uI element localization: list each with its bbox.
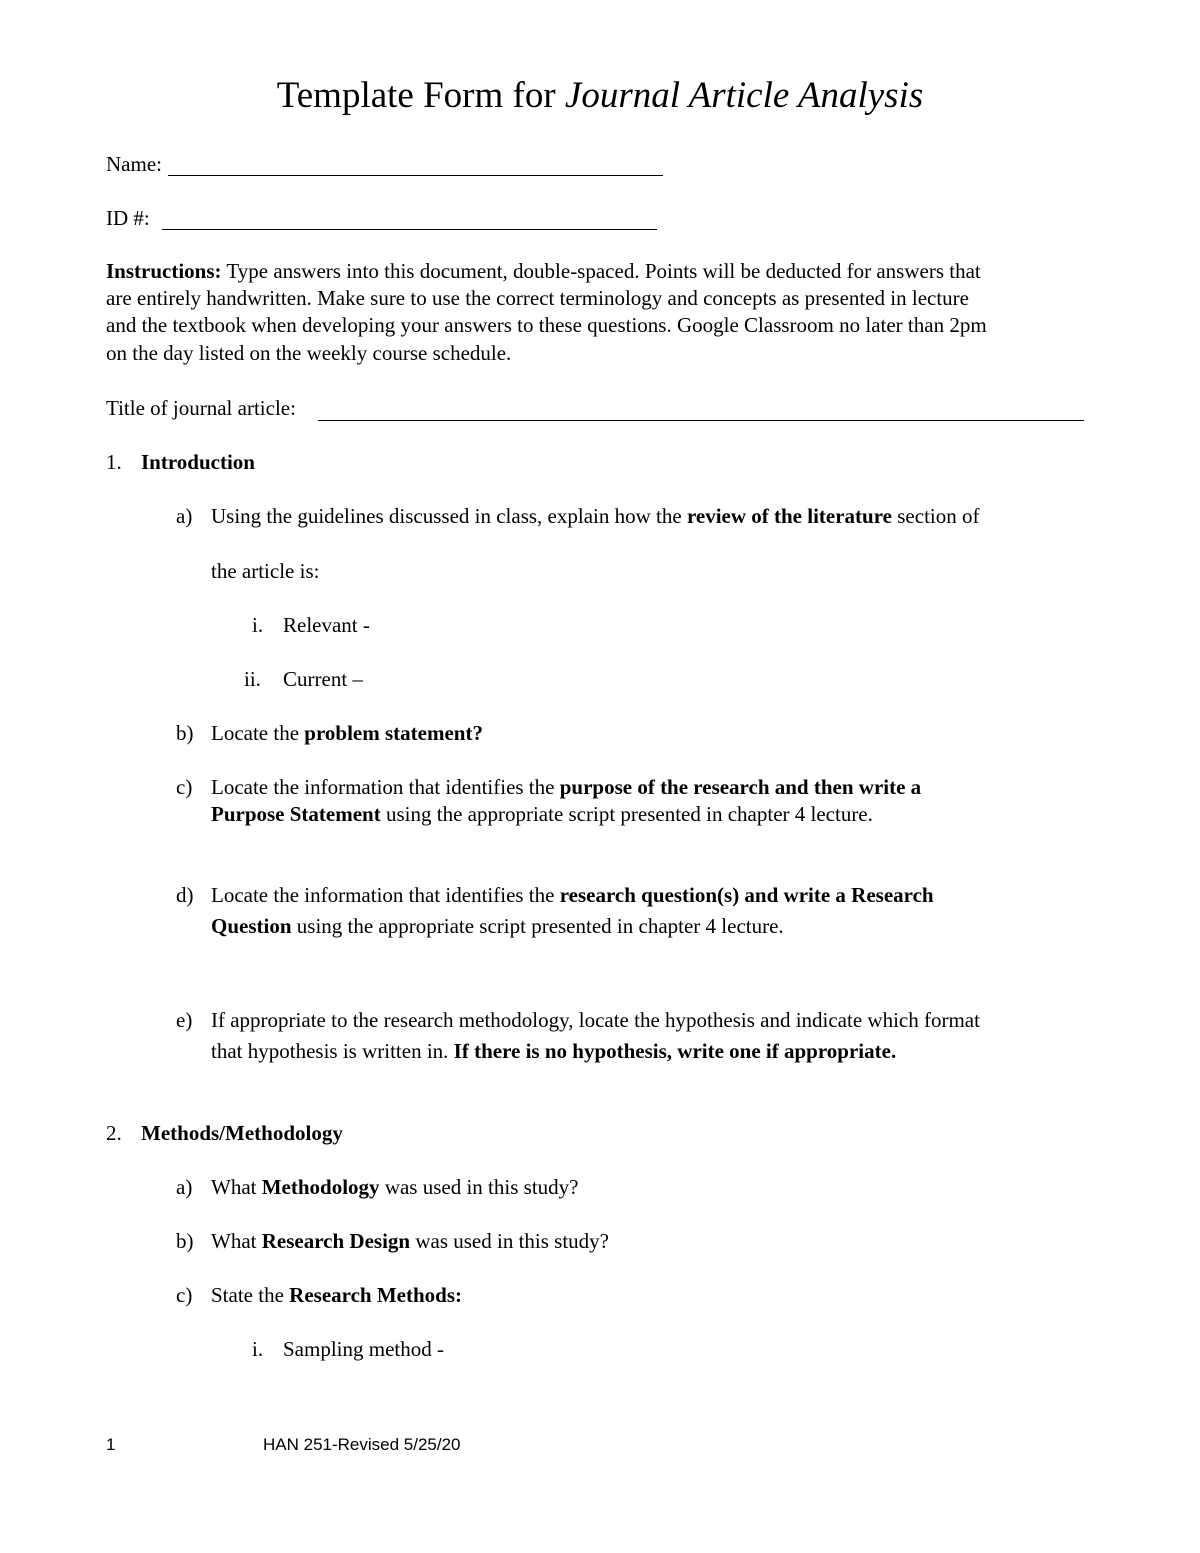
- section-1-number: 1.: [106, 450, 122, 474]
- footer-page-number: 1: [106, 1435, 116, 1454]
- instructions-block: [106, 258, 1106, 367]
- id-field-line[interactable]: [162, 229, 657, 230]
- item-2c-i-marker: i.: [252, 1337, 264, 1361]
- item-1a-marker: a): [176, 504, 193, 528]
- item-2a-marker: a): [176, 1175, 193, 1199]
- item-2c-text: State the Research Methods:: [211, 1283, 462, 1307]
- name-field-line[interactable]: [168, 175, 663, 176]
- item-1a-text: Using the guidelines discussed in class, explain how the review of the literature section of: [211, 504, 980, 528]
- item-2b-text: What Research Design was used in this study?: [211, 1229, 609, 1253]
- title-italic: Journal Article Analysis: [564, 75, 924, 116]
- section-2-heading: Methods/Methodology: [141, 1121, 343, 1145]
- instructions-label: Instructions:: [106, 259, 222, 283]
- title-plain: Template Form for: [276, 75, 565, 116]
- item-1c-line-2: Purpose Statement using the appropriate script presented in chapter 4 lecture.: [211, 802, 873, 826]
- item-1b-text: Locate the problem statement?: [211, 721, 483, 745]
- item-2c-i-text: Sampling method -: [283, 1337, 444, 1361]
- item-1a-ii-marker: ii.: [244, 667, 261, 691]
- document-title: [0, 72, 1200, 120]
- item-2c-marker: c): [176, 1283, 193, 1307]
- name-label: Name:: [106, 152, 162, 176]
- article-title-label: Title of journal article:: [106, 396, 296, 420]
- item-1a-i-marker: i.: [252, 613, 264, 637]
- article-title-field-line[interactable]: [318, 420, 1084, 421]
- item-2b-marker: b): [176, 1229, 194, 1253]
- item-1a-i-text: Relevant -: [283, 613, 370, 637]
- item-1a-ii-text: Current –: [283, 667, 363, 691]
- item-2a-text: What Methodology was used in this study?: [211, 1175, 579, 1199]
- section-2-number: 2.: [106, 1121, 122, 1145]
- item-1c-marker: c): [176, 775, 193, 799]
- instructions-line-3: and the textbook when developing your answers to these questions. Google Classroom no later than 2pm: [106, 313, 987, 338]
- item-1e-line-1: If appropriate to the research methodology, locate the hypothesis and indicate which format: [211, 1008, 980, 1032]
- item-1b-marker: b): [176, 721, 194, 745]
- item-1c-line-1: Locate the information that identifies the purpose of the research and then write a: [211, 775, 922, 799]
- id-label: ID #:: [106, 206, 150, 230]
- instructions-line-2: are entirely handwritten. Make sure to use the correct terminology and concepts as presented in lecture: [106, 286, 969, 311]
- item-1d-line-2: Question using the appropriate script presented in chapter 4 lecture.: [211, 914, 784, 938]
- item-1e-marker: e): [176, 1008, 193, 1032]
- item-1a-continuation: the article is:: [211, 559, 320, 583]
- footer-course-revision: HAN 251-Revised 5/25/20: [263, 1435, 461, 1454]
- item-1d-marker: d): [176, 883, 194, 907]
- instructions-line-4: on the day listed on the weekly course schedule.: [106, 340, 512, 365]
- section-1-heading: Introduction: [141, 450, 255, 474]
- instructions-line-1: Type answers into this document, double-spaced. Points will be deducted for answers that: [221, 259, 981, 283]
- item-1e-line-2: that hypothesis is written in. If there is no hypothesis, write one if appropriate.: [211, 1039, 897, 1063]
- item-1d-line-1: Locate the information that identifies the research question(s) and write a Research: [211, 883, 934, 907]
